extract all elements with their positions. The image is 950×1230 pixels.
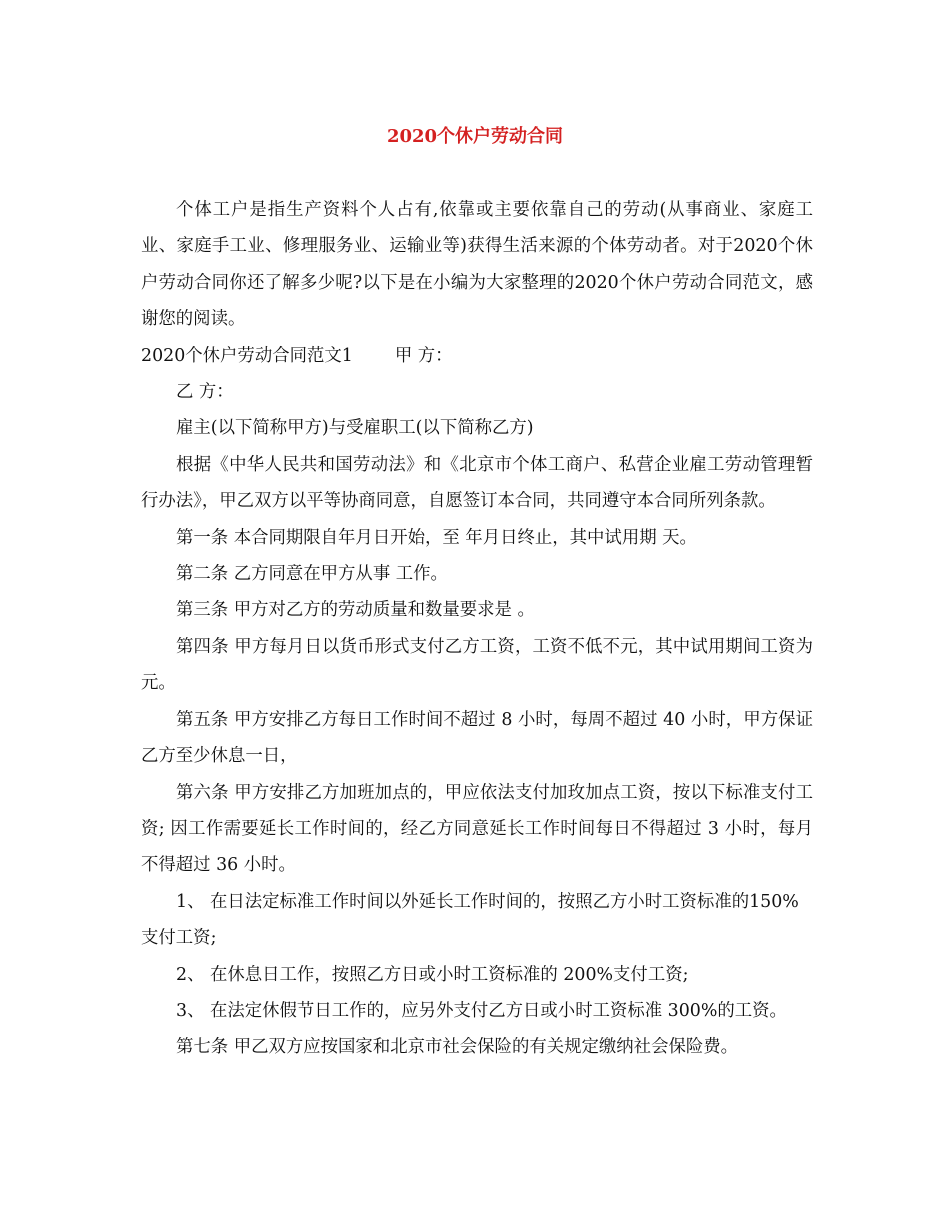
overtime-item-1: 1、 在日法定标准工作时间以外延长工作时间的，按照乙方小时工资标准的150%支付工资; — [141, 891, 799, 949]
article-5: 第五条 甲方安排乙方每日工作时间不超过 8 小时，每周不超过 40 小时，甲方保证乙方至少休息一日， — [141, 709, 813, 767]
document-body — [141, 192, 813, 1066]
document-title: 2020个休户劳动合同 — [386, 126, 564, 147]
article-1: 第一条 本合同期限自年月日开始，至 年月日终止，其中试用期 天。 — [176, 527, 697, 548]
intro-paragraph: 个体工户是指生产资料个人占有,依靠或主要依靠自己的劳动(从事商业、家庭工业、家庭手工业、修理服务业、运输业等)获得生活来源的个体劳动者。对于2020个休户劳动合同你还了解多少呢?以下是在小编为大家整理的2020个休户劳动合同范文，感谢您的阅读。 — [141, 200, 813, 330]
article-4: 第四条 甲方每月日以货币形式支付乙方工资，工资不低不元，其中试用期间工资为元。 — [141, 636, 813, 694]
party-a-label: 甲 方： — [394, 345, 453, 366]
overtime-item-3: 3、 在法定休假节日工作的，应另外支付乙方日或小时工资标准 300%的工资。 — [176, 1000, 787, 1021]
party-b-label: 乙 方： — [176, 382, 234, 403]
article-6: 第六条 甲方安排乙方加班加点的，甲应依法支付加玫加点工资，按以下标准支付工资; 因工作需要延长工作时间的，经乙方同意延长工作时间每日不得超过 3 小时，每月不得超过 36 小时。 — [141, 782, 813, 876]
article-2: 第二条 乙方同意在甲方从事 工作。 — [176, 564, 448, 585]
overtime-item-2: 2、 在休息日工作，按照乙方日或小时工资标准的 200%支付工资; — [176, 964, 689, 985]
sample-heading: 2020个休户劳动合同范文1 — [141, 345, 353, 366]
parties-description: 雇主(以下简称甲方)与受雇职工(以下简称乙方) — [176, 418, 534, 439]
article-3: 第三条 甲方对乙方的劳动质量和数量要求是 。 — [176, 600, 535, 621]
sample-heading-line — [141, 338, 813, 374]
legal-basis-paragraph: 根据《中华人民共和国劳动法》和《北京市个体工商户、私营企业雇工劳动管理暂行办法》，甲乙双方以平等协商同意，自愿签订本合同，共同遵守本合同所列条款。 — [141, 454, 813, 512]
article-7: 第七条 甲乙双方应按国家和北京市社会保险的有关规定缴纳社会保险费。 — [176, 1037, 739, 1058]
